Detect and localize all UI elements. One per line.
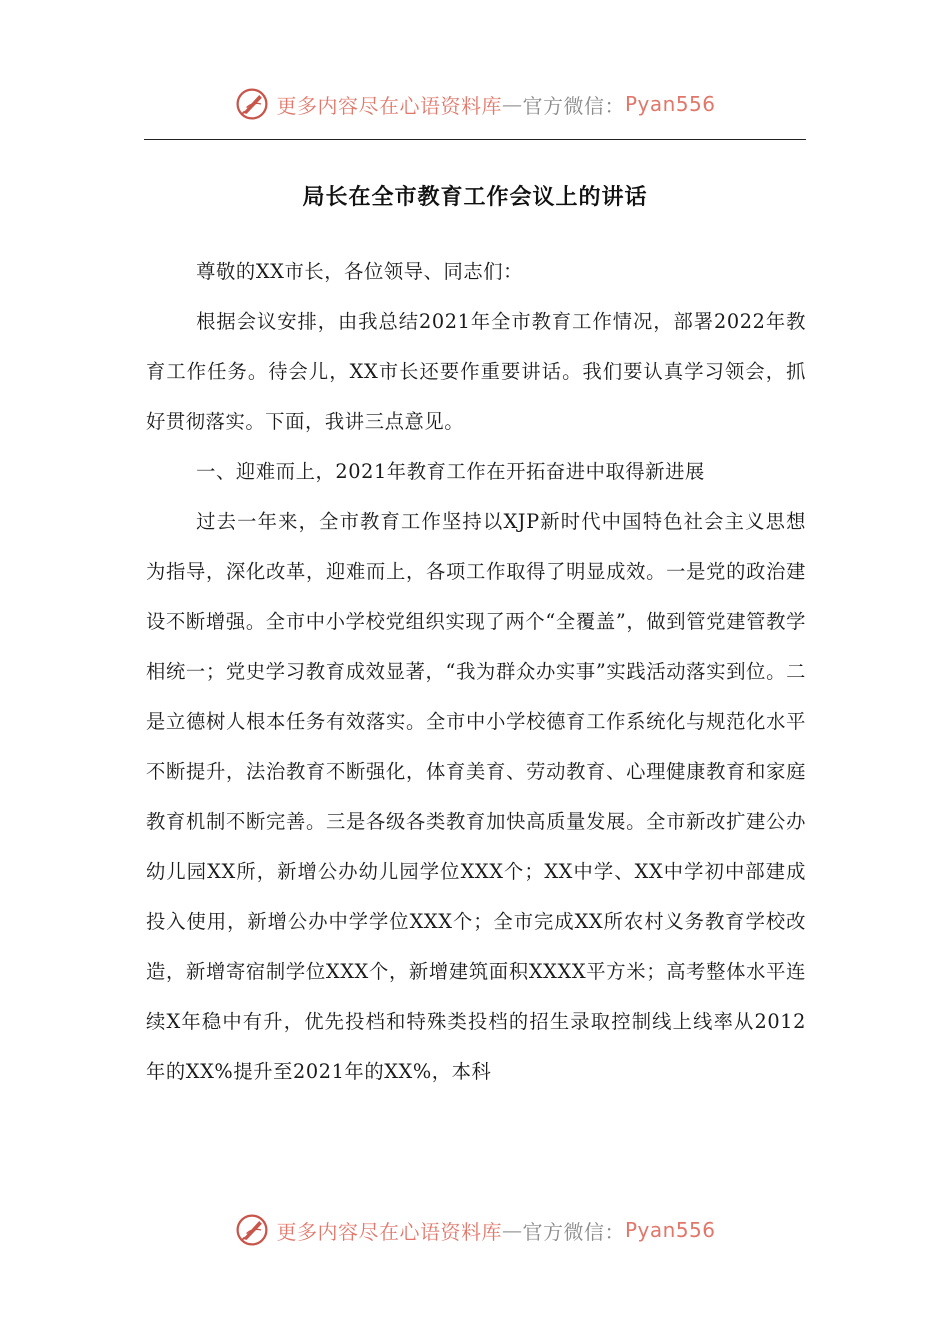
banner-promo-text: 更多内容尽在心语资料库: [276, 93, 502, 118]
header-banner: [0, 82, 950, 126]
banner-promo-text: 更多内容尽在心语资料库: [276, 1219, 502, 1244]
quill-pen-logo-icon: [234, 86, 270, 122]
section-heading: 一、迎难而上，2021年教育工作在开拓奋进中取得新进展: [196, 460, 705, 483]
quill-pen-logo-icon: [234, 1212, 270, 1248]
body-paragraph: 过去一年来，全市教育工作坚持以XJP新时代中国特色社会主义思想为指导，深化改革，迎难而上，各项工作取得了明显成效。一是党的政治建设不断增强。全市中小学校党组织实现了两个“全覆盖”，做到管党建管教学相统一；党史学习教育成效显著，“我为群众办实事”实践活动落实到位。二是立德树人根本任务有效落实。全市中小学校德育工作系统化与规范化水平不断提升，法治教育不断强化，体育美育、劳动教育、心理健康教育和家庭教育机制不断完善。三是各级各类教育加快高质量发展。全市新改扩建公办幼儿园XX所，新增公办幼儿园学位XXX个；XX中学、XX中学初中部建成投入使用，新增公办中学学位XXX个；全市完成XX所农村义务教育学校改造，新增寄宿制学位XXX个，新增建筑面积XXXX平方米；高考整体水平连续X年稳中有升，优先投档和特殊类投档的招生录取控制线上线率从2012年的XX%提升至2021年的XX%，本科: [146, 510, 806, 1083]
body-paragraph: 根据会议安排，由我总结2021年全市教育工作情况，部署2022年教育工作任务。待会儿，XX市长还要作重要讲话。我们要认真学习领会，抓好贯彻落实。下面，我讲三点意见。: [146, 310, 806, 433]
salutation: 尊敬的XX市长，各位领导、同志们：: [196, 260, 524, 283]
banner-wechat-id: Pyan556: [624, 92, 716, 116]
document-body: [146, 247, 806, 1097]
document-title: 局长在全市教育工作会议上的讲话: [302, 185, 648, 210]
banner-wechat-label: 官方微信：: [522, 1219, 625, 1244]
banner-dash: —: [501, 92, 523, 116]
banner-wechat-label: 官方微信：: [522, 93, 625, 118]
header-divider: [144, 139, 806, 140]
banner-dash: —: [501, 1218, 523, 1242]
banner-wechat-id: Pyan556: [624, 1218, 716, 1242]
footer-banner: [0, 1208, 950, 1252]
